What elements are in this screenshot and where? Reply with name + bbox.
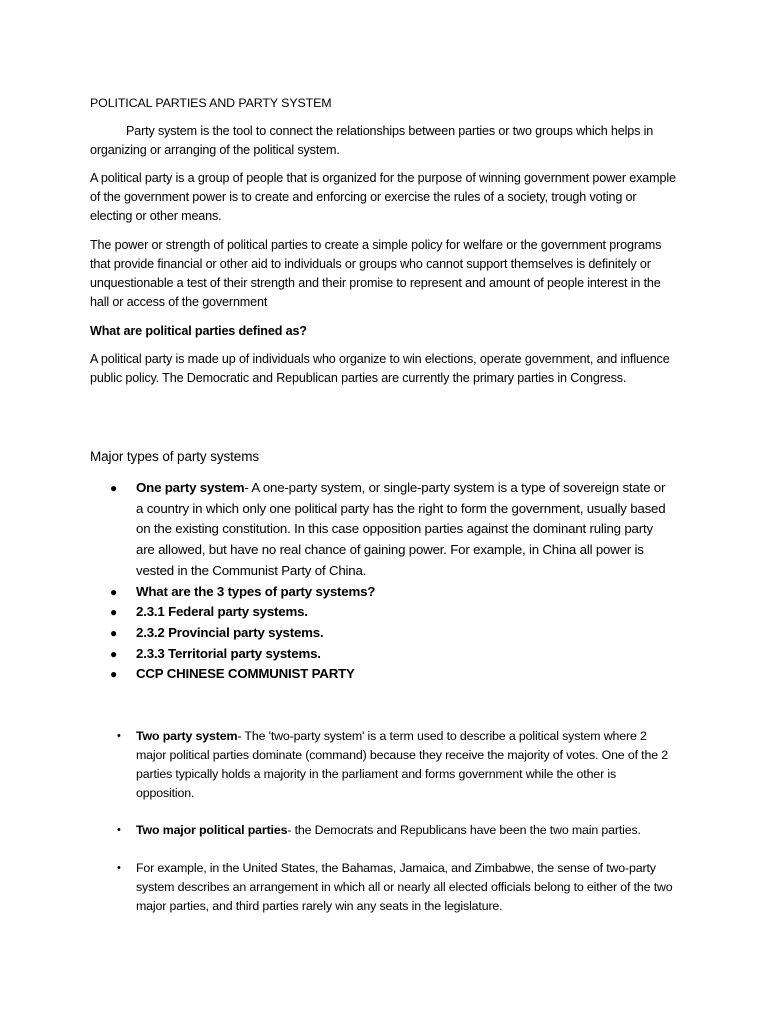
list-item	[110, 644, 670, 665]
two-party-label: Two party system	[136, 729, 238, 743]
example-bullet	[117, 859, 677, 916]
list-item	[110, 664, 670, 685]
three-types-question: What are the 3 types of party systems?	[136, 583, 376, 599]
two-party-text: - The 'two-party system' is a term used to describe a political system where 2 major political parties dominate (command) because they receive the majority of votes. One of the 2 parties typically holds a majority in the parliament and forms government while the other is opposition.	[136, 729, 668, 800]
ccp-item: CCP CHINESE COMMUNIST PARTY	[136, 666, 355, 682]
bullet-icon: ●	[110, 481, 118, 495]
example-text: For example, in the United States, the Bahamas, Jamaica, and Zimbabwe, the sense of two-party system describes an arrangement in which all or nearly all elected officials belong to either of the two major parties, and third parties rarely win any seats in the legislature.	[136, 861, 673, 913]
bullet-icon: ●	[110, 625, 118, 640]
bullet-icon: •	[117, 730, 121, 742]
list-item	[110, 623, 670, 644]
provincial-party-systems: 2.3.2 Provincial party systems.	[136, 624, 324, 640]
definition-paragraph: A political party is made up of individuals who organize to win elections, operate government, and influence public policy. The Democratic and Republican parties are currently the primary parties in Congress.	[90, 352, 670, 385]
bullet-icon: •	[117, 824, 121, 836]
list-item	[110, 478, 670, 582]
bullet-icon: ●	[110, 667, 118, 682]
bullet-icon: ●	[110, 584, 118, 599]
political-party-paragraph: A political party is a group of people that is organized for the purpose of winning government power example of the government power is to create and enforcing or exercise the rules of a society, trough voting or electing or other means.	[90, 171, 676, 223]
party-types-list	[110, 478, 670, 685]
party-systems-heading: Major types of party systems	[90, 449, 260, 464]
two-major-text: - the Democrats and Republicans have been the two main parties.	[287, 823, 641, 837]
document-title: POLITICAL PARTIES AND PARTY SYSTEM	[90, 96, 332, 110]
list-item	[110, 602, 670, 623]
power-strength-paragraph: The power or strength of political parties to create a simple policy for welfare or the government programs that provide financial or other aid to individuals or groups who cannot support themselves is definitely or unquestionable a test of their strength and their promise to represent and amount of people interest in the hall or access of the government	[90, 238, 662, 309]
bullet-icon: •	[117, 862, 121, 874]
two-major-label: Two major political parties	[136, 823, 288, 837]
federal-party-systems: 2.3.1 Federal party systems.	[136, 604, 308, 620]
list-item	[110, 582, 670, 603]
intro-paragraph: Party system is the tool to connect the relationships between parties or two groups which helps in organizing or arranging of the political system.	[90, 124, 654, 157]
territorial-party-systems: 2.3.3 Territorial party systems.	[136, 645, 321, 661]
bullet-icon: ●	[110, 646, 118, 661]
one-party-text: - A one-party system, or single-party system is a type of sovereign state or a country in which only one political party has the right to form the government, usually based on the existing constitution. In this case opposition parties against the dominant ruling party are allowed, but have no real chance of gaining power. For example, in China all power is vested in the Communist Party of China.	[136, 480, 666, 578]
two-party-bullet	[117, 727, 677, 803]
definition-question: What are political parties defined as?	[90, 324, 307, 338]
bullet-icon: ●	[110, 605, 118, 620]
two-major-parties-bullet	[117, 821, 677, 840]
one-party-label: One party system	[136, 480, 245, 495]
